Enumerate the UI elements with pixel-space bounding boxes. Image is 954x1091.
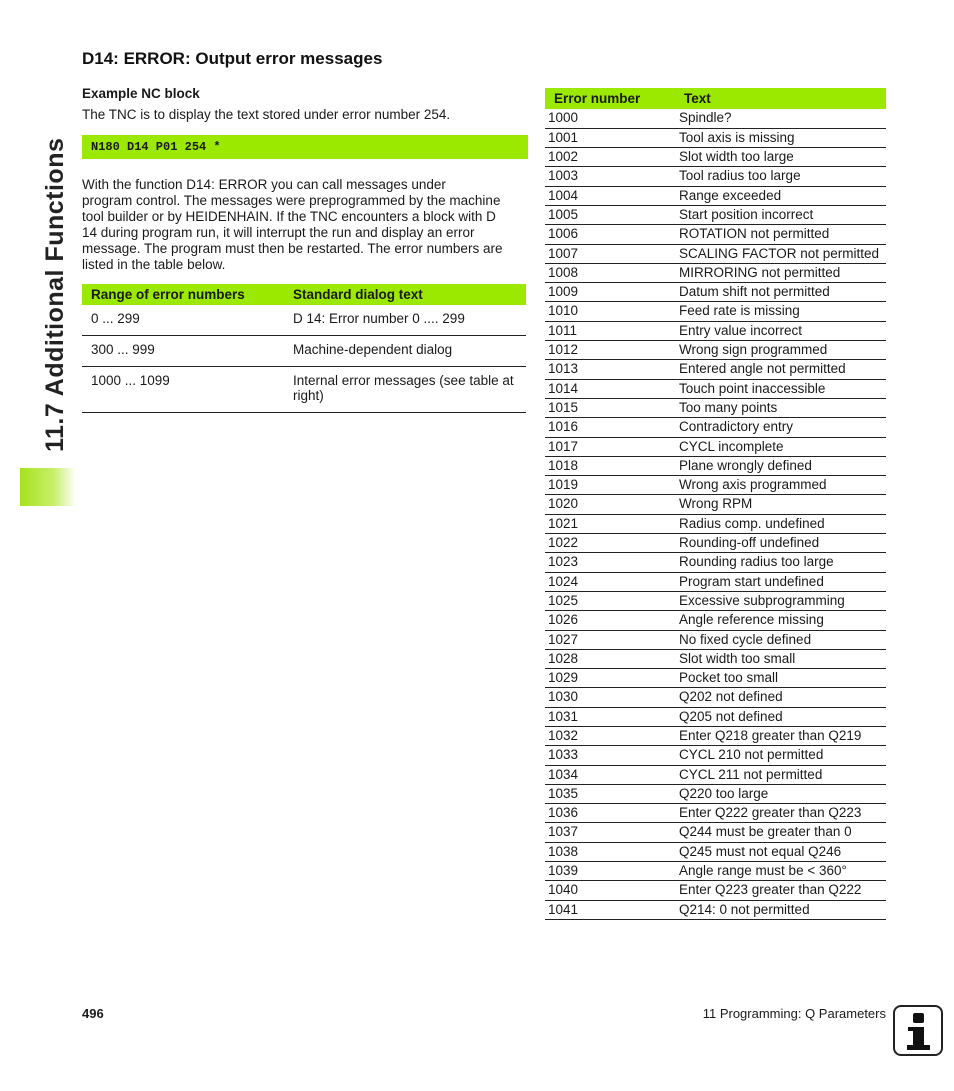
- error-table-row: [545, 283, 886, 302]
- error-number-cell: 1030: [545, 688, 675, 707]
- error-table-row: [545, 823, 886, 842]
- error-number-cell: 1013: [545, 360, 675, 379]
- error-text-cell: Tool axis is missing: [675, 128, 886, 147]
- error-table-row: [545, 321, 886, 340]
- error-text-cell: No fixed cycle defined: [675, 630, 886, 649]
- error-table-row: [545, 630, 886, 649]
- description-text: [82, 177, 524, 273]
- error-text-cell: Entry value incorrect: [675, 321, 886, 340]
- error-number-cell: 1033: [545, 746, 675, 765]
- error-number-cell: 1040: [545, 881, 675, 900]
- example-label: Example NC block: [82, 86, 200, 101]
- description-line: listed in the table below.: [82, 257, 226, 272]
- error-text-cell: Q205 not defined: [675, 707, 886, 726]
- dialog-text-cell: Internal error messages (see table at right): [284, 366, 526, 412]
- error-number-cell: 1016: [545, 418, 675, 437]
- error-text-cell: Contradictory entry: [675, 418, 886, 437]
- error-number-cell: 1008: [545, 263, 675, 282]
- error-table-row: [545, 862, 886, 881]
- error-number-cell: 1022: [545, 534, 675, 553]
- error-table-row: [545, 572, 886, 591]
- range-table-row: [82, 366, 526, 412]
- error-number-cell: 1000: [545, 109, 675, 128]
- error-table-row: [545, 398, 886, 417]
- error-text-cell: Enter Q218 greater than Q219: [675, 727, 886, 746]
- error-number-cell: 1031: [545, 707, 675, 726]
- error-text-cell: Too many points: [675, 398, 886, 417]
- range-table: [82, 284, 526, 413]
- range-header-text: Standard dialog text: [284, 284, 526, 305]
- dialog-text-cell: Machine-dependent dialog: [284, 335, 526, 366]
- error-text-cell: Feed rate is missing: [675, 302, 886, 321]
- error-table-row: [545, 649, 886, 668]
- error-number-cell: 1029: [545, 669, 675, 688]
- range-cell: 300 ... 999: [82, 335, 284, 366]
- error-text-cell: Start position incorrect: [675, 205, 886, 224]
- error-number-cell: 1037: [545, 823, 675, 842]
- error-table-row: [545, 109, 886, 128]
- error-table-row: [545, 186, 886, 205]
- error-text-cell: Excessive subprogramming: [675, 591, 886, 610]
- error-number-cell: 1007: [545, 244, 675, 263]
- error-number-cell: 1001: [545, 128, 675, 147]
- side-chapter-title-text: 11.7 Additional Functions: [41, 137, 69, 452]
- error-text-cell: Q214: 0 not permitted: [675, 900, 886, 919]
- error-table-row: [545, 456, 886, 475]
- error-text-cell: CYCL 211 not permitted: [675, 765, 886, 784]
- error-text-cell: ROTATION not permitted: [675, 225, 886, 244]
- error-table-row: [545, 804, 886, 823]
- error-text-cell: Wrong axis programmed: [675, 476, 886, 495]
- error-number-cell: 1011: [545, 321, 675, 340]
- error-number-cell: 1005: [545, 205, 675, 224]
- error-text-cell: Q220 too large: [675, 784, 886, 803]
- error-number-cell: 1010: [545, 302, 675, 321]
- error-table-row: [545, 881, 886, 900]
- error-table-row: [545, 418, 886, 437]
- error-text-cell: Spindle?: [675, 109, 886, 128]
- chapter-tab-marker: [20, 468, 76, 506]
- error-table-row: [545, 553, 886, 572]
- error-table-row: [545, 341, 886, 360]
- error-table-row: [545, 148, 886, 167]
- error-number-cell: 1026: [545, 611, 675, 630]
- page-number: 496: [82, 1006, 104, 1021]
- error-number-cell: 1019: [545, 476, 675, 495]
- error-table-row: [545, 244, 886, 263]
- error-table-row: [545, 205, 886, 224]
- error-number-cell: 1015: [545, 398, 675, 417]
- error-number-cell: 1034: [545, 765, 675, 784]
- error-number-cell: 1018: [545, 456, 675, 475]
- range-cell: 0 ... 299: [82, 305, 284, 335]
- description-line: program control. The messages were preprogrammed by the machine: [82, 193, 501, 208]
- error-number-cell: 1035: [545, 784, 675, 803]
- error-table-row: [545, 302, 886, 321]
- error-number-cell: 1003: [545, 167, 675, 186]
- error-table-row: [545, 225, 886, 244]
- error-table-row: [545, 688, 886, 707]
- error-text-cell: Radius comp. undefined: [675, 514, 886, 533]
- code-block: N180 D14 P01 254 *: [82, 135, 528, 159]
- error-table-row: [545, 591, 886, 610]
- error-text-cell: Enter Q223 greater than Q222: [675, 881, 886, 900]
- error-table-row: [545, 360, 886, 379]
- description-line: tool builder or by HEIDENHAIN. If the TNC encounters a block with D: [82, 209, 496, 224]
- error-table: [545, 88, 886, 920]
- error-table-row: [545, 842, 886, 861]
- error-table-header: [545, 88, 886, 109]
- error-text-cell: Range exceeded: [675, 186, 886, 205]
- error-text-cell: CYCL incomplete: [675, 437, 886, 456]
- error-number-cell: 1039: [545, 862, 675, 881]
- range-table-row: [82, 335, 526, 366]
- description-line: 14 during program run, it will interrupt the run and display an error: [82, 225, 475, 240]
- error-table-row: [545, 379, 886, 398]
- error-text-cell: Enter Q222 greater than Q223: [675, 804, 886, 823]
- info-icon: [893, 1005, 943, 1056]
- error-text-cell: Wrong RPM: [675, 495, 886, 514]
- error-table-row: [545, 534, 886, 553]
- error-text-cell: CYCL 210 not permitted: [675, 746, 886, 765]
- error-number-cell: 1017: [545, 437, 675, 456]
- side-chapter-title: [24, 52, 84, 452]
- description-line: With the function D14: ERROR you can call messages under: [82, 177, 446, 192]
- error-number-cell: 1041: [545, 900, 675, 919]
- error-text-cell: Touch point inaccessible: [675, 379, 886, 398]
- error-text-cell: Plane wrongly defined: [675, 456, 886, 475]
- error-table-row: [545, 167, 886, 186]
- error-text-cell: Slot width too large: [675, 148, 886, 167]
- error-text-cell: Angle range must be < 360°: [675, 862, 886, 881]
- error-number-cell: 1002: [545, 148, 675, 167]
- error-header-number: Error number: [545, 88, 675, 109]
- error-table-row: [545, 263, 886, 282]
- range-header-range: Range of error numbers: [82, 284, 284, 305]
- error-number-cell: 1024: [545, 572, 675, 591]
- error-table-row: [545, 476, 886, 495]
- error-number-cell: 1004: [545, 186, 675, 205]
- error-number-cell: 1027: [545, 630, 675, 649]
- intro-text: The TNC is to display the text stored under error number 254.: [82, 107, 451, 122]
- error-table-row: [545, 437, 886, 456]
- error-text-cell: Rounding radius too large: [675, 553, 886, 572]
- range-cell: 1000 ... 1099: [82, 366, 284, 412]
- error-table-row: [545, 611, 886, 630]
- dialog-text-cell: D 14: Error number 0 .... 299: [284, 305, 526, 335]
- error-number-cell: 1021: [545, 514, 675, 533]
- error-table-row: [545, 707, 886, 726]
- error-number-cell: 1009: [545, 283, 675, 302]
- error-text-cell: Slot width too small: [675, 649, 886, 668]
- range-table-row: [82, 305, 526, 335]
- error-text-cell: Datum shift not permitted: [675, 283, 886, 302]
- error-text-cell: SCALING FACTOR not permitted: [675, 244, 886, 263]
- section-heading: D14: ERROR: Output error messages: [82, 49, 383, 68]
- error-number-cell: 1014: [545, 379, 675, 398]
- range-table-header: [82, 284, 526, 305]
- error-number-cell: 1020: [545, 495, 675, 514]
- error-text-cell: Q202 not defined: [675, 688, 886, 707]
- error-table-row: [545, 727, 886, 746]
- error-number-cell: 1025: [545, 591, 675, 610]
- error-number-cell: 1023: [545, 553, 675, 572]
- error-text-cell: Entered angle not permitted: [675, 360, 886, 379]
- error-text-cell: Tool radius too large: [675, 167, 886, 186]
- error-text-cell: Angle reference missing: [675, 611, 886, 630]
- error-header-text: Text: [675, 88, 886, 109]
- error-text-cell: MIRRORING not permitted: [675, 263, 886, 282]
- error-text-cell: Q244 must be greater than 0: [675, 823, 886, 842]
- error-number-cell: 1032: [545, 727, 675, 746]
- error-table-row: [545, 765, 886, 784]
- error-number-cell: 1006: [545, 225, 675, 244]
- description-line: message. The program must then be restarted. The error numbers are: [82, 241, 503, 256]
- error-table-row: [545, 784, 886, 803]
- error-text-cell: Rounding-off undefined: [675, 534, 886, 553]
- footer-chapter: 11 Programming: Q Parameters: [702, 1006, 886, 1021]
- error-table-row: [545, 514, 886, 533]
- error-text-cell: Wrong sign programmed: [675, 341, 886, 360]
- error-table-row: [545, 900, 886, 919]
- error-text-cell: Program start undefined: [675, 572, 886, 591]
- error-number-cell: 1036: [545, 804, 675, 823]
- error-table-row: [545, 746, 886, 765]
- error-table-row: [545, 669, 886, 688]
- error-number-cell: 1038: [545, 842, 675, 861]
- error-table-row: [545, 128, 886, 147]
- error-number-cell: 1028: [545, 649, 675, 668]
- error-text-cell: Q245 must not equal Q246: [675, 842, 886, 861]
- error-number-cell: 1012: [545, 341, 675, 360]
- error-table-row: [545, 495, 886, 514]
- error-text-cell: Pocket too small: [675, 669, 886, 688]
